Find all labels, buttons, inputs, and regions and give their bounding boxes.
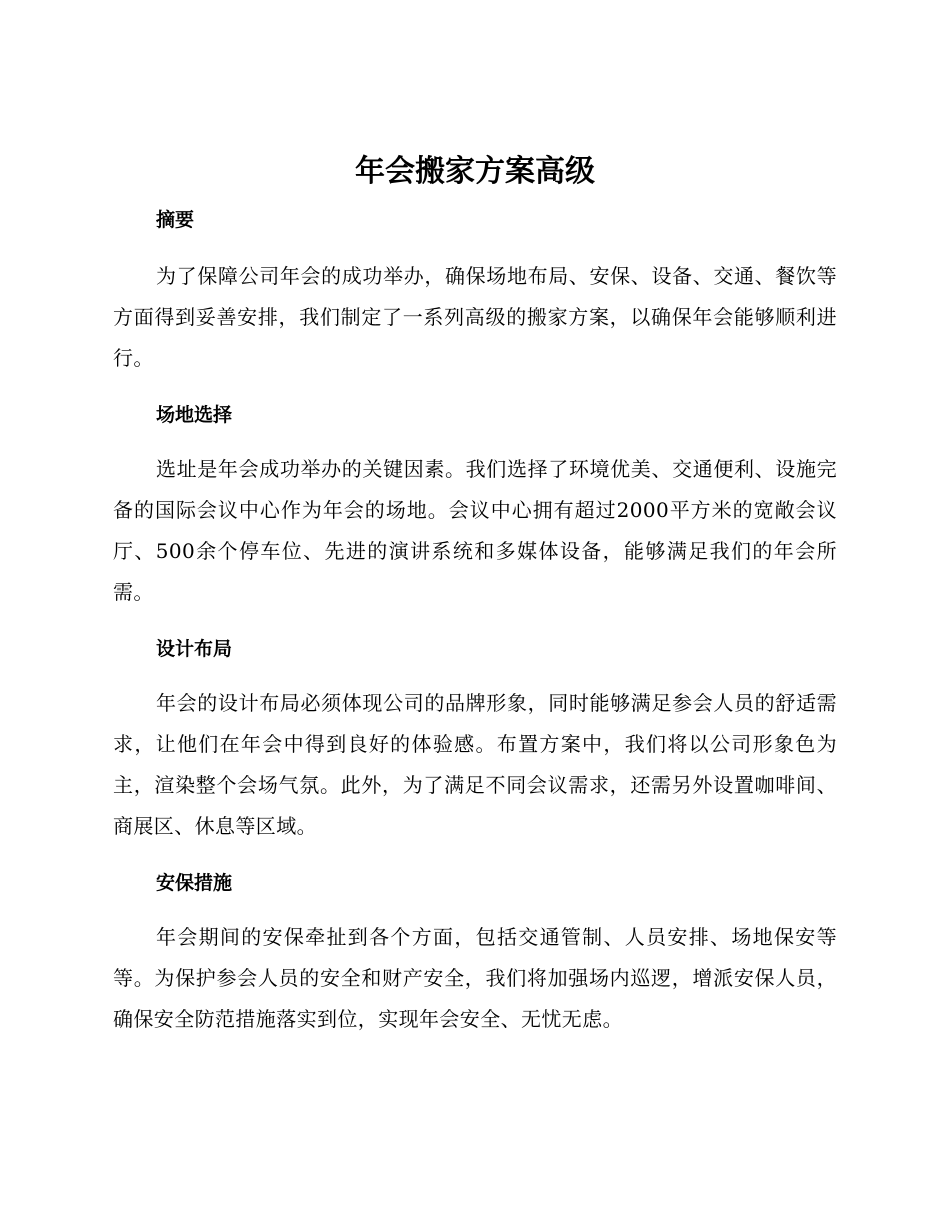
document-title: 年会搬家方案高级 bbox=[355, 154, 595, 189]
section-heading: 设计布局 bbox=[156, 638, 233, 660]
document-page bbox=[113, 148, 837, 1040]
section-paragraph: 选址是年会成功举办的关键因素。我们选择了环境优美、交通便利、设施完备的国际会议中心作为年会的场地。会议中心拥有超过2000平方米的宽敞会议厅、500余个停车位、先进的演讲系统和多媒体设备，能够满足我们的年会所需。 bbox=[113, 457, 837, 604]
section-security-measures bbox=[113, 869, 837, 1040]
section-venue-selection bbox=[113, 401, 837, 613]
section-heading: 摘要 bbox=[156, 209, 195, 231]
section-heading: 安保措施 bbox=[156, 872, 233, 894]
section-heading: 场地选择 bbox=[156, 404, 233, 426]
section-paragraph: 年会期间的安保牵扯到各个方面，包括交通管制、人员安排、场地保安等等。为保护参会人员的安全和财产安全，我们将加强场内巡逻，增派安保人员，确保安全防范措施落实到位，实现年会安全、无忧无虑。 bbox=[113, 925, 837, 1031]
section-paragraph: 为了保障公司年会的成功举办，确保场地布局、安保、设备、交通、餐饮等方面得到妥善安排，我们制定了一系列高级的搬家方案，以确保年会能够顺利进行。 bbox=[113, 264, 837, 370]
section-design-layout bbox=[113, 635, 837, 847]
section-abstract bbox=[113, 206, 837, 379]
section-paragraph: 年会的设计布局必须体现公司的品牌形象，同时能够满足参会人员的舒适需求，让他们在年会中得到良好的体验感。布置方案中，我们将以公司形象色为主，渲染整个会场气氛。此外，为了满足不同会议需求，还需另外设置咖啡间、商展区、休息等区域。 bbox=[113, 691, 837, 838]
